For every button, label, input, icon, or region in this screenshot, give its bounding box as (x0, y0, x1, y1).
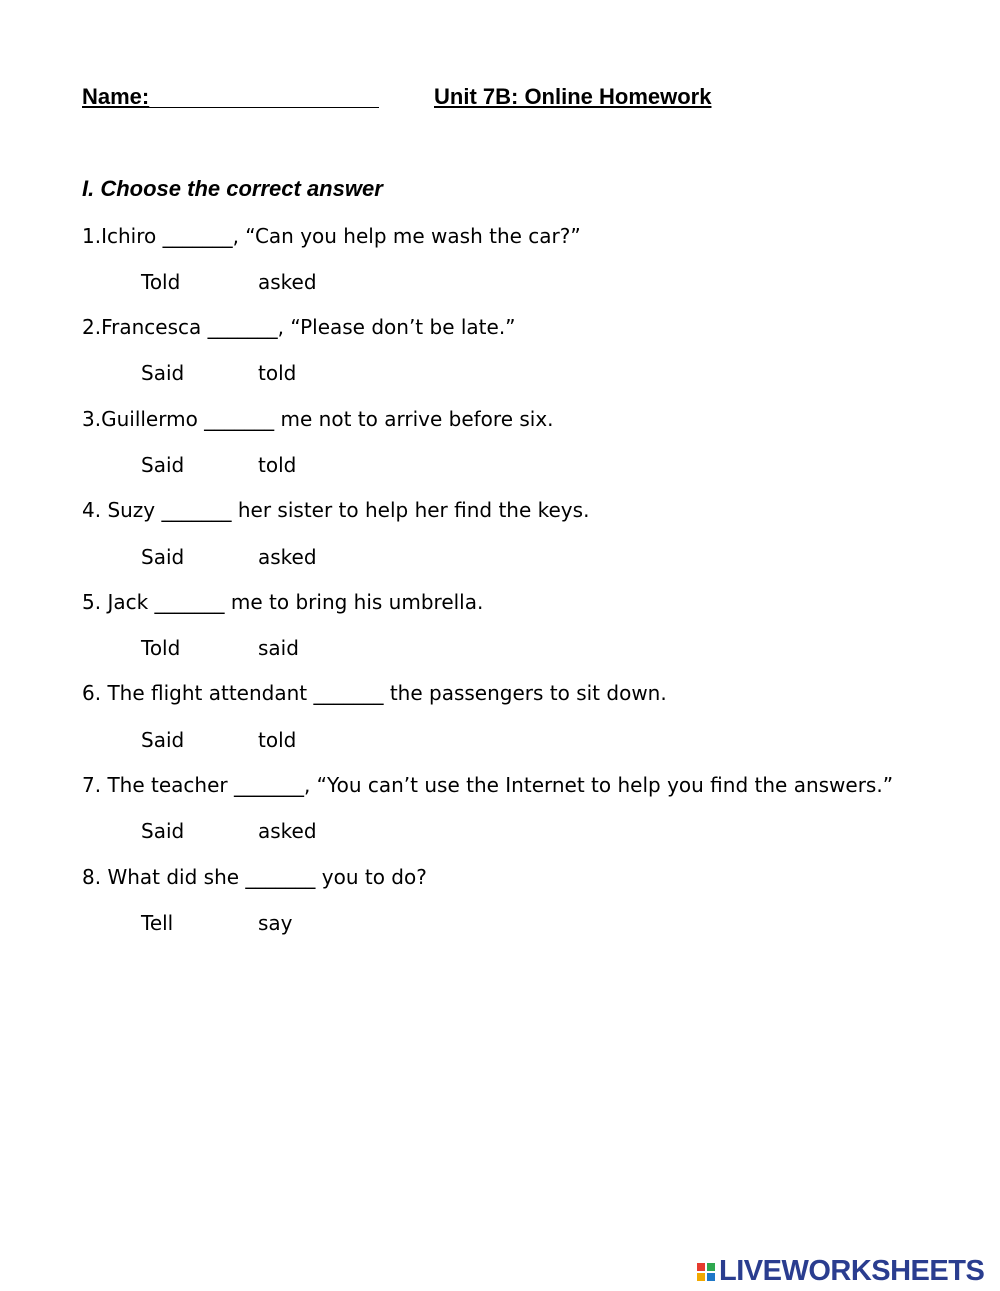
question-5-option-a[interactable]: Told (141, 636, 181, 660)
logo-square-yellow (697, 1273, 705, 1281)
question-5: 5. Jack _______ me to bring his umbrella. (82, 590, 484, 614)
question-1: 1.Ichiro _______, “Can you help me wash the car?” (82, 224, 581, 248)
question-2-option-b[interactable]: told (258, 361, 297, 385)
question-8-option-b[interactable]: say (258, 911, 293, 935)
liveworksheets-logo-icon (697, 1263, 715, 1281)
liveworksheets-logo (697, 1257, 984, 1286)
question-4: 4. Suzy _______ her sister to help her find the keys. (82, 498, 590, 522)
question-2-option-a[interactable]: Said (141, 361, 185, 385)
question-8-option-a[interactable]: Tell (141, 911, 174, 935)
name-label: Name: (82, 84, 150, 109)
question-7-option-b[interactable]: asked (258, 819, 317, 843)
logo-square-green (707, 1263, 715, 1271)
question-6: 6. The flight attendant _______ the passengers to sit down. (82, 681, 667, 705)
question-5-option-b[interactable]: said (258, 636, 299, 660)
logo-square-red (697, 1263, 705, 1271)
question-4-option-a[interactable]: Said (141, 545, 185, 569)
logo-square-blue (707, 1273, 715, 1281)
question-8: 8. What did she _______ you to do? (82, 865, 427, 889)
question-1-option-b[interactable]: asked (258, 270, 317, 294)
question-4-option-b[interactable]: asked (258, 545, 317, 569)
page-title: Unit 7B: Online Homework (434, 84, 712, 109)
question-3-option-a[interactable]: Said (141, 453, 185, 477)
question-6-option-b[interactable]: told (258, 728, 297, 752)
question-1-option-a[interactable]: Told (141, 270, 181, 294)
section-title: I. Choose the correct answer (82, 176, 383, 201)
logo-text: LIVEWORKSHEETS (719, 1255, 985, 1287)
name-input-line[interactable] (148, 107, 379, 108)
question-6-option-a[interactable]: Said (141, 728, 185, 752)
question-2: 2.Francesca _______, “Please don’t be late.” (82, 315, 516, 339)
question-3-option-b[interactable]: told (258, 453, 297, 477)
question-7-option-a[interactable]: Said (141, 819, 185, 843)
question-3: 3.Guillermo _______ me not to arrive before six. (82, 407, 554, 431)
question-7: 7. The teacher _______, “You can’t use the Internet to help you find the answers.” (82, 773, 894, 797)
